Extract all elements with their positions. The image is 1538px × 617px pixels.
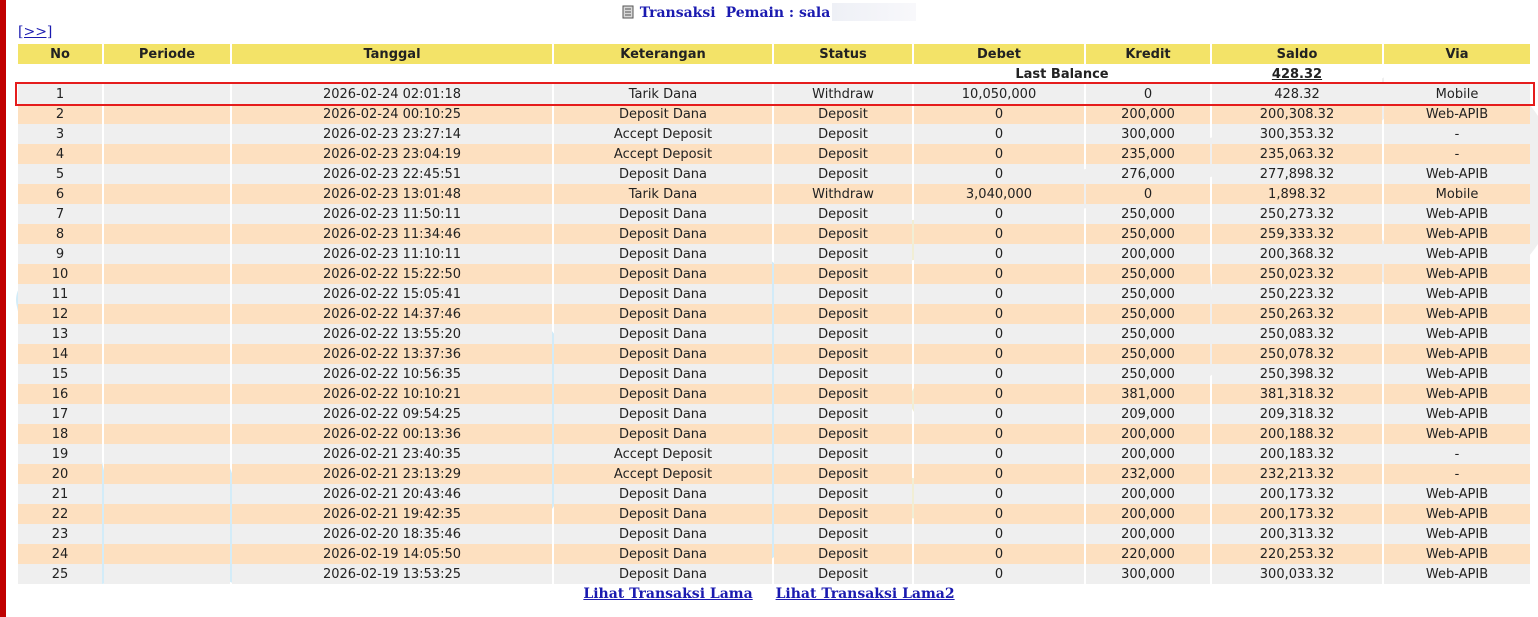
cell-no: 7 — [18, 204, 102, 224]
cell-status: Deposit — [774, 284, 912, 304]
cell-periode — [104, 84, 230, 104]
cell-kredit: 250,000 — [1086, 304, 1210, 324]
cell-periode — [104, 304, 230, 324]
last-balance-label: Last Balance — [914, 64, 1210, 84]
table-row — [18, 224, 1530, 244]
table-row — [18, 124, 1530, 144]
cell-no: 22 — [18, 504, 102, 524]
cell-status: Deposit — [774, 244, 912, 264]
cell-tanggal: 2026-02-21 23:40:35 — [232, 444, 552, 464]
cell-saldo: 381,318.32 — [1212, 384, 1382, 404]
table-row — [18, 424, 1530, 444]
cell-status: Deposit — [774, 444, 912, 464]
cell-periode — [104, 144, 230, 164]
cell-status: Withdraw — [774, 84, 912, 104]
cell-status: Deposit — [774, 104, 912, 124]
cell-tanggal: 2026-02-23 11:10:11 — [232, 244, 552, 264]
cell-keterangan: Deposit Dana — [554, 404, 772, 424]
cell-no: 14 — [18, 344, 102, 364]
cell-status: Deposit — [774, 124, 912, 144]
cell-via: Web-APIB — [1384, 104, 1530, 124]
cell-periode — [104, 344, 230, 364]
cell-keterangan: Deposit Dana — [554, 544, 772, 564]
cell-status: Deposit — [774, 424, 912, 444]
old-transactions-link[interactable]: Lihat Transaksi Lama — [583, 586, 753, 602]
cell-via: Web-APIB — [1384, 264, 1530, 284]
cell-kredit: 200,000 — [1086, 484, 1210, 504]
cell-tanggal: 2026-02-23 11:34:46 — [232, 224, 552, 244]
cell-keterangan: Deposit Dana — [554, 164, 772, 184]
cell-saldo: 235,063.32 — [1212, 144, 1382, 164]
footer-links — [0, 586, 1538, 602]
cell-no: 3 — [18, 124, 102, 144]
cell-kredit: 0 — [1086, 84, 1210, 104]
cell-keterangan: Accept Deposit — [554, 464, 772, 484]
cell-periode — [104, 484, 230, 504]
cell-debet: 0 — [914, 244, 1084, 264]
last-balance-row — [18, 64, 1530, 84]
cell-saldo: 428.32 — [1212, 84, 1382, 104]
cell-tanggal: 2026-02-22 09:54:25 — [232, 404, 552, 424]
cell-debet: 0 — [914, 464, 1084, 484]
cell-debet: 0 — [914, 284, 1084, 304]
cell-periode — [104, 324, 230, 344]
cell-via: Web-APIB — [1384, 224, 1530, 244]
cell-tanggal: 2026-02-22 15:22:50 — [232, 264, 552, 284]
cell-tanggal: 2026-02-20 18:35:46 — [232, 524, 552, 544]
table-row — [18, 264, 1530, 284]
cell-keterangan: Accept Deposit — [554, 444, 772, 464]
cell-periode — [104, 124, 230, 144]
table-row — [18, 344, 1530, 364]
cell-debet: 0 — [914, 484, 1084, 504]
cell-tanggal: 2026-02-23 23:27:14 — [232, 124, 552, 144]
col-keterangan: Keterangan — [554, 44, 772, 64]
cell-kredit: 250,000 — [1086, 284, 1210, 304]
cell-keterangan: Deposit Dana — [554, 484, 772, 504]
cell-no: 11 — [18, 284, 102, 304]
cell-saldo: 250,023.32 — [1212, 264, 1382, 284]
cell-via: - — [1384, 464, 1530, 484]
cell-no: 21 — [18, 484, 102, 504]
left-edge-bar — [0, 0, 6, 617]
player-label: Pemain : sala — [725, 5, 831, 21]
table-row — [18, 144, 1530, 164]
cell-debet: 0 — [914, 544, 1084, 564]
cell-debet: 0 — [914, 344, 1084, 364]
col-debet: Debet — [914, 44, 1084, 64]
cell-periode — [104, 204, 230, 224]
cell-kredit: 300,000 — [1086, 564, 1210, 584]
cell-status: Deposit — [774, 364, 912, 384]
cell-tanggal: 2026-02-23 11:50:11 — [232, 204, 552, 224]
cell-no: 16 — [18, 384, 102, 404]
cell-kredit: 200,000 — [1086, 524, 1210, 544]
table-row — [18, 524, 1530, 544]
cell-no: 23 — [18, 524, 102, 544]
cell-debet: 0 — [914, 424, 1084, 444]
cell-keterangan: Deposit Dana — [554, 104, 772, 124]
cell-status: Deposit — [774, 144, 912, 164]
cell-keterangan: Deposit Dana — [554, 284, 772, 304]
table-row — [18, 244, 1530, 264]
cell-kredit: 200,000 — [1086, 444, 1210, 464]
cell-status: Deposit — [774, 484, 912, 504]
table-row — [18, 484, 1530, 504]
cell-keterangan: Deposit Dana — [554, 244, 772, 264]
cell-kredit: 250,000 — [1086, 264, 1210, 284]
cell-kredit: 300,000 — [1086, 124, 1210, 144]
cell-debet: 0 — [914, 564, 1084, 584]
cell-saldo: 200,173.32 — [1212, 484, 1382, 504]
cell-tanggal: 2026-02-21 23:13:29 — [232, 464, 552, 484]
cell-kredit: 232,000 — [1086, 464, 1210, 484]
cell-via: Web-APIB — [1384, 504, 1530, 524]
table-row — [18, 304, 1530, 324]
cell-status: Deposit — [774, 384, 912, 404]
cell-keterangan: Deposit Dana — [554, 564, 772, 584]
cell-via: - — [1384, 444, 1530, 464]
cell-periode — [104, 444, 230, 464]
cell-kredit: 200,000 — [1086, 104, 1210, 124]
cell-kredit: 250,000 — [1086, 204, 1210, 224]
cell-tanggal: 2026-02-22 10:56:35 — [232, 364, 552, 384]
cell-periode — [104, 364, 230, 384]
cell-no: 6 — [18, 184, 102, 204]
cell-status: Deposit — [774, 264, 912, 284]
cell-saldo: 200,368.32 — [1212, 244, 1382, 264]
cell-debet: 0 — [914, 504, 1084, 524]
cell-kredit: 250,000 — [1086, 324, 1210, 344]
cell-tanggal: 2026-02-24 02:01:18 — [232, 84, 552, 104]
col-saldo: Saldo — [1212, 44, 1382, 64]
cell-debet: 0 — [914, 524, 1084, 544]
cell-via: - — [1384, 144, 1530, 164]
cell-tanggal: 2026-02-22 13:37:36 — [232, 344, 552, 364]
cell-kredit: 381,000 — [1086, 384, 1210, 404]
col-kredit: Kredit — [1086, 44, 1210, 64]
cell-debet: 0 — [914, 204, 1084, 224]
cell-keterangan: Deposit Dana — [554, 204, 772, 224]
cell-debet: 0 — [914, 364, 1084, 384]
cell-debet: 0 — [914, 304, 1084, 324]
table-row — [18, 564, 1530, 584]
cell-periode — [104, 464, 230, 484]
cell-via: Web-APIB — [1384, 164, 1530, 184]
cell-periode — [104, 564, 230, 584]
cell-tanggal: 2026-02-22 15:05:41 — [232, 284, 552, 304]
cell-status: Deposit — [774, 324, 912, 344]
cell-no: 25 — [18, 564, 102, 584]
cell-periode — [104, 524, 230, 544]
cell-saldo: 300,353.32 — [1212, 124, 1382, 144]
cell-kredit: 0 — [1086, 184, 1210, 204]
cell-no: 17 — [18, 404, 102, 424]
cell-tanggal: 2026-02-23 13:01:48 — [232, 184, 552, 204]
cell-keterangan: Accept Deposit — [554, 124, 772, 144]
table-row — [18, 444, 1530, 464]
cell-saldo: 200,308.32 — [1212, 104, 1382, 124]
cell-kredit: 250,000 — [1086, 224, 1210, 244]
cell-tanggal: 2026-02-19 14:05:50 — [232, 544, 552, 564]
cell-via: Web-APIB — [1384, 524, 1530, 544]
cell-no: 12 — [18, 304, 102, 324]
cell-tanggal: 2026-02-23 23:04:19 — [232, 144, 552, 164]
table-row — [18, 404, 1530, 424]
cell-periode — [104, 544, 230, 564]
cell-no: 4 — [18, 144, 102, 164]
cell-status: Deposit — [774, 344, 912, 364]
cell-debet: 10,050,000 — [914, 84, 1084, 104]
cell-via: Web-APIB — [1384, 404, 1530, 424]
cell-via: Web-APIB — [1384, 344, 1530, 364]
cell-via: Web-APIB — [1384, 384, 1530, 404]
redacted-name — [832, 3, 916, 21]
last-balance-value: 428.32 — [1212, 64, 1382, 84]
cell-debet: 0 — [914, 124, 1084, 144]
table-row — [18, 104, 1530, 124]
cell-keterangan: Deposit Dana — [554, 264, 772, 284]
cell-tanggal: 2026-02-22 00:13:36 — [232, 424, 552, 444]
cell-keterangan: Deposit Dana — [554, 344, 772, 364]
cell-debet: 0 — [914, 104, 1084, 124]
transaction-table — [16, 44, 1532, 584]
title-text: Transaksi — [639, 5, 716, 21]
cell-status: Deposit — [774, 464, 912, 484]
cell-keterangan: Accept Deposit — [554, 144, 772, 164]
cell-via: Web-APIB — [1384, 364, 1530, 384]
cell-keterangan: Deposit Dana — [554, 384, 772, 404]
table-row — [18, 364, 1530, 384]
cell-debet: 0 — [914, 384, 1084, 404]
col-no: No — [18, 44, 102, 64]
cell-debet: 0 — [914, 144, 1084, 164]
cell-periode — [104, 224, 230, 244]
cell-periode — [104, 164, 230, 184]
cell-periode — [104, 244, 230, 264]
cell-kredit: 250,000 — [1086, 344, 1210, 364]
cell-via: Web-APIB — [1384, 564, 1530, 584]
cell-saldo: 250,083.32 — [1212, 324, 1382, 344]
cell-saldo: 200,313.32 — [1212, 524, 1382, 544]
cell-tanggal: 2026-02-21 20:43:46 — [232, 484, 552, 504]
cell-via: Mobile — [1384, 184, 1530, 204]
cell-via: Web-APIB — [1384, 324, 1530, 344]
cell-via: Web-APIB — [1384, 244, 1530, 264]
cell-status: Deposit — [774, 504, 912, 524]
cell-no: 10 — [18, 264, 102, 284]
cell-saldo: 250,398.32 — [1212, 364, 1382, 384]
cell-no: 19 — [18, 444, 102, 464]
col-tanggal: Tanggal — [232, 44, 552, 64]
cell-no: 2 — [18, 104, 102, 124]
cell-no: 20 — [18, 464, 102, 484]
cell-kredit: 220,000 — [1086, 544, 1210, 564]
table-row — [18, 84, 1530, 104]
table-row — [18, 544, 1530, 564]
cell-status: Withdraw — [774, 184, 912, 204]
cell-no: 5 — [18, 164, 102, 184]
cell-saldo: 232,213.32 — [1212, 464, 1382, 484]
cell-keterangan: Deposit Dana — [554, 364, 772, 384]
table-row — [18, 324, 1530, 344]
cell-keterangan: Deposit Dana — [554, 324, 772, 344]
cell-status: Deposit — [774, 564, 912, 584]
cell-status: Deposit — [774, 524, 912, 544]
cell-no: 18 — [18, 424, 102, 444]
cell-kredit: 200,000 — [1086, 424, 1210, 444]
cell-via: Web-APIB — [1384, 304, 1530, 324]
table-row — [18, 204, 1530, 224]
cell-keterangan: Deposit Dana — [554, 524, 772, 544]
cell-debet: 0 — [914, 224, 1084, 244]
cell-kredit: 276,000 — [1086, 164, 1210, 184]
cell-tanggal: 2026-02-22 10:10:21 — [232, 384, 552, 404]
cell-keterangan: Tarik Dana — [554, 84, 772, 104]
cell-via: Mobile — [1384, 84, 1530, 104]
table-row — [18, 184, 1530, 204]
cell-status: Deposit — [774, 164, 912, 184]
col-periode: Periode — [104, 44, 230, 64]
cell-keterangan: Tarik Dana — [554, 184, 772, 204]
document-icon — [622, 5, 634, 19]
cell-periode — [104, 184, 230, 204]
cell-via: Web-APIB — [1384, 544, 1530, 564]
cell-tanggal: 2026-02-21 19:42:35 — [232, 504, 552, 524]
col-status: Status — [774, 44, 912, 64]
cell-periode — [104, 264, 230, 284]
cell-periode — [104, 384, 230, 404]
cell-debet: 0 — [914, 444, 1084, 464]
cell-keterangan: Deposit Dana — [554, 504, 772, 524]
cell-kredit: 200,000 — [1086, 504, 1210, 524]
cell-status: Deposit — [774, 544, 912, 564]
cell-kredit: 209,000 — [1086, 404, 1210, 424]
cell-no: 15 — [18, 364, 102, 384]
cell-periode — [104, 404, 230, 424]
table-row — [18, 504, 1530, 524]
cell-status: Deposit — [774, 204, 912, 224]
cell-tanggal: 2026-02-23 22:45:51 — [232, 164, 552, 184]
cell-via: Web-APIB — [1384, 284, 1530, 304]
cell-periode — [104, 424, 230, 444]
cell-via: - — [1384, 124, 1530, 144]
table-row — [18, 164, 1530, 184]
cell-periode — [104, 504, 230, 524]
cell-debet: 0 — [914, 324, 1084, 344]
cell-saldo: 259,333.32 — [1212, 224, 1382, 244]
cell-saldo: 200,183.32 — [1212, 444, 1382, 464]
cell-status: Deposit — [774, 304, 912, 324]
cell-via: Web-APIB — [1384, 424, 1530, 444]
cell-saldo: 250,263.32 — [1212, 304, 1382, 324]
cell-kredit: 200,000 — [1086, 244, 1210, 264]
cell-saldo: 209,318.32 — [1212, 404, 1382, 424]
cell-via: Web-APIB — [1384, 484, 1530, 504]
cell-tanggal: 2026-02-22 14:37:46 — [232, 304, 552, 324]
table-row — [18, 384, 1530, 404]
cell-debet: 0 — [914, 264, 1084, 284]
table-header-row — [18, 44, 1530, 64]
cell-no: 1 — [18, 84, 102, 104]
cell-periode — [104, 284, 230, 304]
cell-saldo: 250,273.32 — [1212, 204, 1382, 224]
cell-debet: 0 — [914, 404, 1084, 424]
cell-saldo: 220,253.32 — [1212, 544, 1382, 564]
cell-no: 24 — [18, 544, 102, 564]
cell-keterangan: Deposit Dana — [554, 304, 772, 324]
cell-debet: 0 — [914, 164, 1084, 184]
cell-status: Deposit — [774, 404, 912, 424]
cell-periode — [104, 104, 230, 124]
cell-saldo: 277,898.32 — [1212, 164, 1382, 184]
cell-saldo: 1,898.32 — [1212, 184, 1382, 204]
cell-no: 8 — [18, 224, 102, 244]
table-row — [18, 464, 1530, 484]
cell-no: 9 — [18, 244, 102, 264]
page-title — [0, 3, 1538, 21]
cell-no: 13 — [18, 324, 102, 344]
cell-tanggal: 2026-02-19 13:53:25 — [232, 564, 552, 584]
table-row — [18, 284, 1530, 304]
old-transactions-link-2[interactable]: Lihat Transaksi Lama2 — [775, 586, 955, 602]
cell-keterangan: Deposit Dana — [554, 224, 772, 244]
cell-via: Web-APIB — [1384, 204, 1530, 224]
cell-saldo: 200,173.32 — [1212, 504, 1382, 524]
cell-saldo: 300,033.32 — [1212, 564, 1382, 584]
cell-status: Deposit — [774, 224, 912, 244]
cell-saldo: 250,078.32 — [1212, 344, 1382, 364]
next-page-link[interactable]: [>>] — [18, 24, 53, 40]
cell-kredit: 235,000 — [1086, 144, 1210, 164]
cell-saldo: 200,188.32 — [1212, 424, 1382, 444]
cell-kredit: 250,000 — [1086, 364, 1210, 384]
cell-keterangan: Deposit Dana — [554, 424, 772, 444]
cell-tanggal: 2026-02-24 00:10:25 — [232, 104, 552, 124]
col-via: Via — [1384, 44, 1530, 64]
cell-saldo: 250,223.32 — [1212, 284, 1382, 304]
cell-tanggal: 2026-02-22 13:55:20 — [232, 324, 552, 344]
cell-debet: 3,040,000 — [914, 184, 1084, 204]
